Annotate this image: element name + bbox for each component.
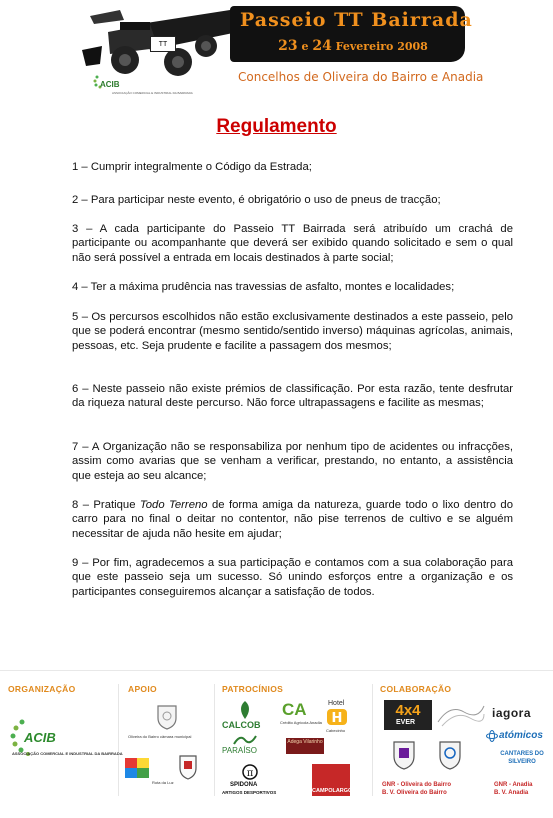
document-title: Regulamento	[216, 116, 337, 137]
acib-logo-small: ACIB	[100, 80, 120, 89]
rule-item: 1 – Cumprir integralmente o Código da Estrada;	[72, 161, 312, 173]
acib-logo-caption: ASSOCIAÇÃO COMERCIAL E INDUSTRIAL DA BAIRRADA	[12, 751, 123, 756]
cantares-do-silveiro-logo: CANTARES DO SILVEIRO	[500, 751, 544, 765]
adega-vilarinho-logo: Adega Vilarinho	[286, 738, 324, 754]
footer-separator	[214, 684, 215, 796]
date-month-year: Fevereiro 2008	[335, 40, 428, 53]
footer-separator	[372, 684, 373, 796]
acib-logo: ACIB	[24, 730, 56, 745]
municipal-crest-icon	[156, 704, 178, 730]
camara-oliveira-logo: Oliveira do Bairro câmara municipal	[128, 734, 192, 739]
event-title: Passeio TT Bairrada	[240, 9, 473, 31]
footer-heading-apoio: APOIO	[128, 684, 157, 694]
date-day-2: 24	[312, 38, 332, 54]
hotel-cabecinho-badge-icon	[326, 708, 348, 726]
footer-heading-patrocinios: PATROCÍNIOS	[222, 684, 284, 694]
footer-separator	[118, 684, 119, 796]
event-date	[248, 38, 458, 54]
rule-item: 2 – Para participar neste evento, é obrigatório o uso de pneus de tracção;	[72, 194, 441, 206]
rule-item: 3 – A cada participante do Passeio TT Bairrada será atribuído um crachá de participante ou acompanhante que deverá ser exibido quando solicitado e sem o qual não será possível a entrada em locais destinados à parte social;	[72, 223, 513, 264]
credito-agricola-caption: Crédito Agrícola Anadia	[280, 720, 322, 725]
rule-8-start: 8 – Pratique	[72, 499, 140, 511]
hotel-cabecinho-logo: Cabecinho	[326, 728, 346, 733]
4x4-ever-caption: EVER	[396, 719, 416, 726]
calcob-logo: CALCOB	[222, 720, 261, 730]
calcob-leaf-icon	[236, 700, 254, 720]
gnr-crest-icon	[392, 740, 416, 770]
footer-divider	[0, 670, 553, 671]
rule-item: 7 – A Organização não se responsabiliza por nenhum tipo de acidentes ou infracções, assim como avarias que se venham a verificar, prestando, no entanto, a assistência que esteja ao seu alcance;	[72, 441, 513, 482]
acib-logo-small-caption: ASSOCIAÇÃO COMERCIAL E INDUSTRIAL DA BAIRRADA	[112, 91, 193, 95]
iagora-logo: iagora	[492, 706, 532, 720]
hotel-label: Hotel	[328, 700, 345, 707]
rule-item: 4 – Ter a máxima prudência nas travessias de asfalto, montes e localidades;	[72, 281, 455, 293]
campolargo-logo: CAMPOLARGO	[312, 764, 350, 796]
bv-oliveira-label: B. V. Oliveira do Bairro	[382, 790, 447, 796]
rule-item	[72, 498, 513, 541]
bombeiros-crest-icon	[438, 740, 462, 770]
municipal-crest-icon	[178, 754, 198, 780]
date-connector: e	[301, 40, 309, 53]
gnr-oliveira-label: GNR - Oliveira do Bairro	[382, 782, 452, 788]
atomicos-logo: atómicos	[499, 730, 543, 741]
date-day-1: 23	[278, 38, 298, 54]
license-plate: TT	[150, 36, 176, 52]
rota-da-luz-logo-icon	[124, 756, 150, 780]
spidona-logo: SPIDONA	[230, 782, 258, 788]
bv-anadia-label: B. V. Anadia	[494, 790, 529, 796]
rule-item: 9 – Por fim, agradecemos a sua participação e contamos com a sua colaboração para que este passeio seja um sucesso. Só unindo esforços entre a organização e os participantes conseguiremos alcançar a satisfação de todos.	[72, 557, 513, 598]
spidona-pi-icon	[242, 764, 258, 780]
credito-agricola-logo: CA	[282, 700, 307, 719]
svg-text:π: π	[246, 768, 254, 779]
rule-8-end: de forma amiga da natureza, guarde todo o lixo dentro do carro para no final o deitar no contentor, não pise terrenos de cultivo e se alguém necessitar de ajuda não hesite em ajudar;	[72, 499, 513, 540]
rule-8-emphasis: Todo Terreno	[139, 499, 208, 511]
spidona-caption: ARTIGOS DESPORTIVOS	[222, 790, 277, 795]
rally-sketch-icon	[436, 698, 486, 728]
event-subtitle: Concelhos de Oliveira do Bairro e Anadia	[238, 70, 484, 84]
rule-item: 5 – Os percursos escolhidos não estão exclusivamente destinados a este passeio, pelo que se poderá encontrar (mesmo sentido/sentido inverso) máquinas agrícolas, animais, pessoas, etc. Seja prudente e facilite a passagem dos mesmos;	[72, 311, 513, 352]
gnr-anadia-label: GNR - Anadia	[494, 782, 533, 788]
paraiso-swirl-icon	[232, 734, 258, 746]
atomicos-orbit-icon	[486, 730, 498, 742]
footer-heading-colaboracao: COLABORAÇÃO	[380, 684, 452, 694]
svg-text:H: H	[331, 711, 343, 726]
4x4-ever-logo: 4x4	[384, 700, 432, 730]
rota-da-luz-logo: Rota da Luz	[152, 780, 174, 785]
paraiso-logo: PARAÍSO	[222, 746, 257, 755]
page-header	[0, 0, 553, 100]
rule-item: 6 – Neste passeio não existe prémios de classificação. Por esta razão, tente desfrutar da riqueza natural deste percurso. Não force ultrapassagens e facilite as mesmas;	[72, 383, 513, 410]
footer-heading-organizacao: ORGANIZAÇÃO	[8, 684, 76, 694]
